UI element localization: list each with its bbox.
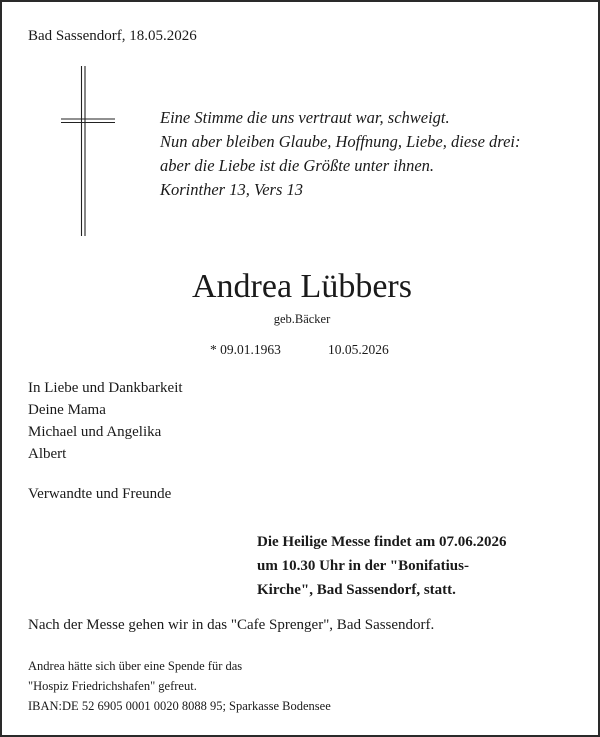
mass-announcement <box>257 530 507 602</box>
place-date: Bad Sassendorf, 18.05.2026 <box>28 28 197 44</box>
verse-line: Eine Stimme die uns vertraut war, schweigt. <box>160 108 450 127</box>
relatives-line: Verwandte und Freunde <box>28 486 172 502</box>
death-date: 10.05.2026 <box>328 342 389 357</box>
donation-line: "Hospiz Friedrichshafen" gefreut. <box>28 679 197 693</box>
mass-line: Kirche", Bad Sassendorf, statt. <box>257 582 456 598</box>
mourner-line: In Liebe und Dankbarkeit <box>28 380 183 396</box>
mass-line: Die Heilige Messe findet am 07.06.2026 <box>257 534 507 550</box>
birth-date: * 09.01.1963 <box>210 342 281 357</box>
mourner-line: Albert <box>28 446 67 462</box>
donation-note <box>28 656 331 716</box>
donation-iban: IBAN:DE 52 6905 0001 0020 8088 95; Sparkasse Bodensee <box>28 699 331 713</box>
donation-line: Andrea hätte sich über eine Spende für das <box>28 659 243 673</box>
maiden-name: geb.Bäcker <box>273 312 331 326</box>
mourner-line: Michael und Angelika <box>28 424 162 440</box>
mass-line: um 10.30 Uhr in der "Bonifatius- <box>257 558 469 574</box>
mourner-line: Deine Mama <box>28 402 106 418</box>
bible-verse <box>160 106 521 202</box>
verse-line: aber die Liebe ist die Größte unter ihnen. <box>160 156 435 175</box>
mourners-list <box>28 377 183 465</box>
after-mass-note: Nach der Messe gehen wir in das "Cafe Sprenger", Bad Sassendorf. <box>28 617 435 633</box>
verse-line: Nun aber bleiben Glaube, Hoffnung, Liebe, diese drei: <box>160 132 521 151</box>
deceased-name: Andrea Lübbers <box>192 268 412 305</box>
verse-reference: Korinther 13, Vers 13 <box>160 180 304 199</box>
cross-icon <box>61 66 115 236</box>
